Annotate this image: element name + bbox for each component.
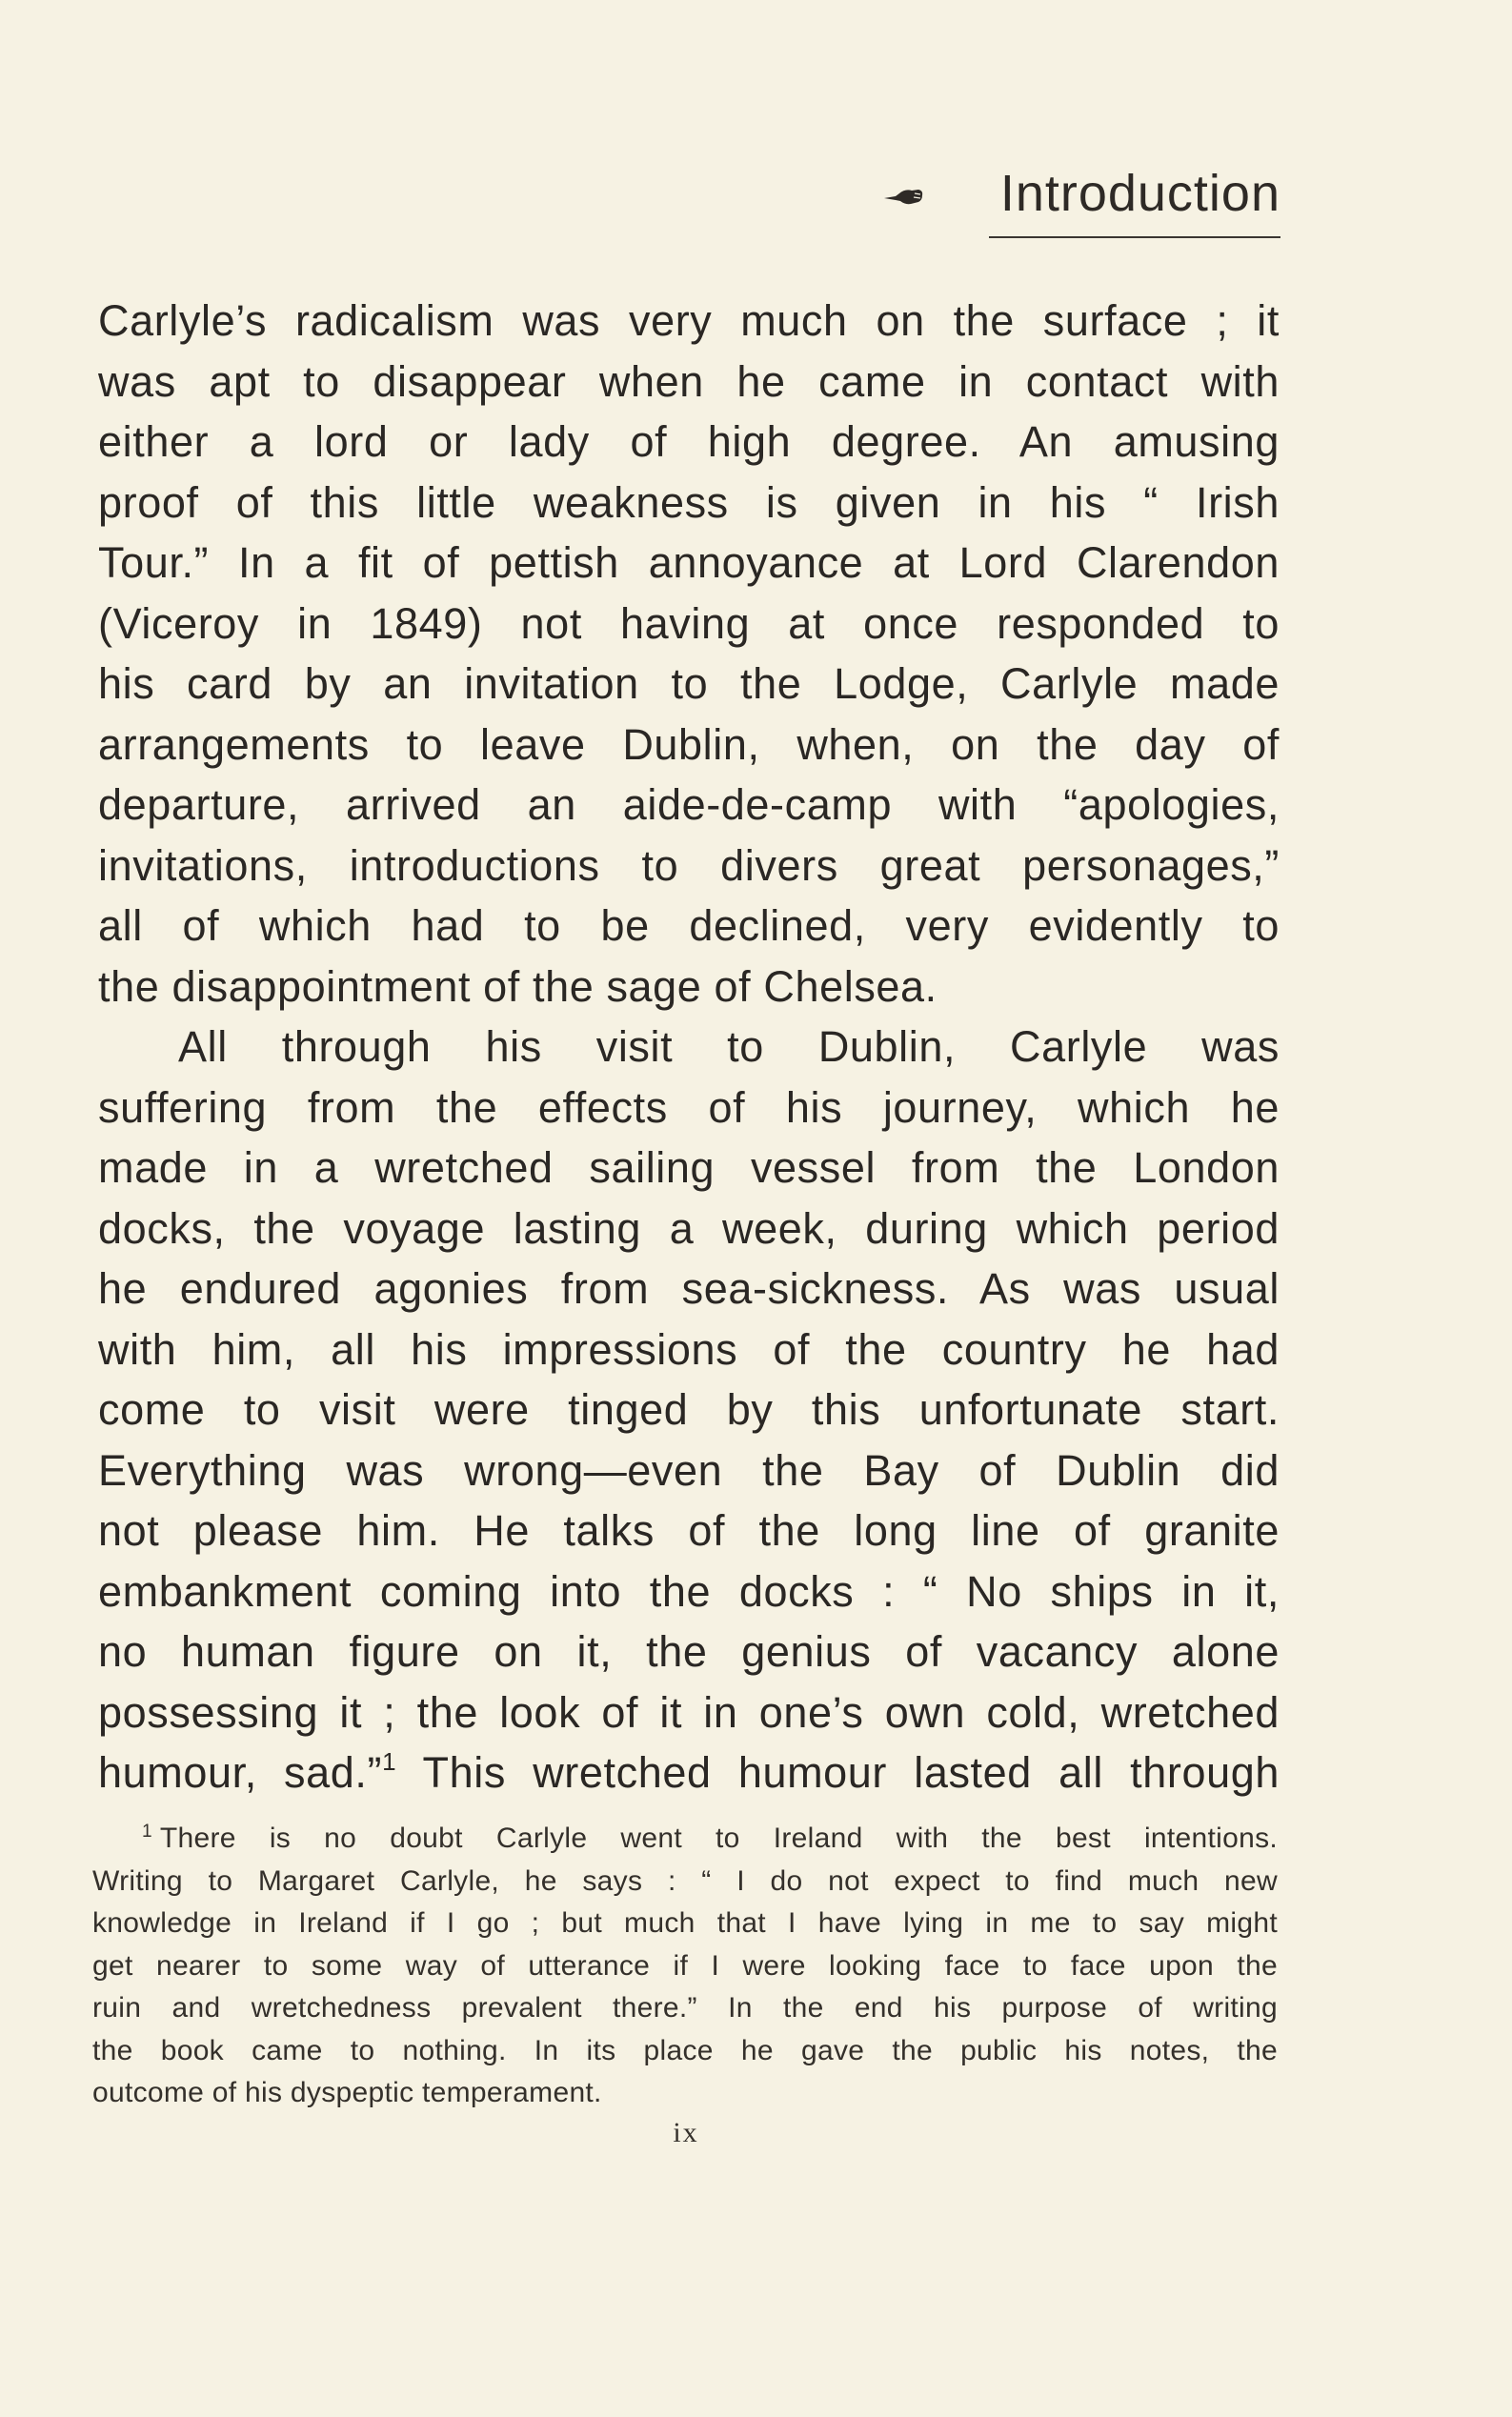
pointing-hand-icon [882,185,924,208]
text-line: he endured agonies from sea-sickness. As was usual [98,1264,1280,1313]
text-line: made in a wretched sailing vessel from the London [98,1143,1280,1192]
footnote-line: the book came to nothing. In its place he gave the public his notes, the [92,2034,1278,2066]
text-line: his card by an invitation to the Lodge, Carlyle made [98,659,1280,708]
running-header [989,160,1280,238]
text-line: Tour.” In a fit of pettish annoyance at Lord Clarendon [98,538,1280,587]
text-line: arrangements to leave Dublin, when, on the day of [98,719,1280,769]
page-number: ix [673,2117,699,2148]
text-line: the disappointment of the sage of Chelsea. [98,961,937,1011]
text-line: departure, arrived an aide-de-camp with “apologies, [98,780,1280,829]
text-line: suffering from the effects of his journey, which he [98,1082,1280,1132]
footnote-number: 1 [142,1822,152,1842]
footnote [92,1818,1278,2115]
text-line: possessing it ; the look of it in one’s own cold, wretched [98,1687,1280,1737]
footnote-line: outcome of his dyspeptic temperament. [92,2077,602,2108]
footnote-line: ruin and wretchedness prevalent there.” In the end his purpose of writing [92,1992,1278,2024]
text-line: with him, all his impressions of the country he had [98,1324,1280,1374]
text-line: All through his visit to Dublin, Carlyle was [178,1022,1280,1071]
text-line: not please him. He talks of the long line of granite [98,1506,1280,1555]
text-line: (Viceroy in 1849) not having at once responded to [98,598,1280,648]
footnote-line [92,1818,1278,1861]
text-line: embankment coming into the docks : “ No ships in it, [98,1566,1280,1616]
text-segment: humour, sad.” [98,1748,383,1797]
text-segment: This wretched humour lasted all through [396,1748,1280,1797]
footnote-text: There is no doubt Carlyle went to Ireland with the best intentions. [159,1823,1278,1854]
body-text [98,291,1280,1803]
text-line-with-footnote-ref [98,1742,1280,1803]
header-title: Introduction [999,165,1280,222]
text-line: come to visit were tinged by this unfortunate start. [98,1385,1280,1434]
text-line: either a lord or lady of high degree. An amusing [98,417,1280,466]
text-line: proof of this little weakness is given in his “ Irish [98,477,1280,527]
text-line: docks, the voyage lasting a week, during which period [98,1203,1280,1253]
footnote-line: Writing to Margaret Carlyle, he says : “ I do not expect to find much new [92,1864,1278,1897]
text-line: Everything was wrong—even the Bay of Dublin did [98,1445,1280,1495]
text-line: invitations, introductions to divers great personages,” [98,840,1280,890]
footnote-line: knowledge in Ireland if I go ; but much that I have lying in me to say might [92,1907,1278,1939]
text-line: all of which had to be declined, very evidently to [98,901,1280,950]
text-line: no human figure on it, the genius of vacancy alone [98,1627,1280,1676]
footnote-reference: 1 [382,1747,397,1776]
text-line: Carlyle’s radicalism was very much on the surface ; it [98,296,1280,345]
footnote-line: get nearer to some way of utterance if I were looking face to face upon the [92,1949,1278,1982]
text-line: was apt to disappear when he came in contact with [98,356,1280,406]
